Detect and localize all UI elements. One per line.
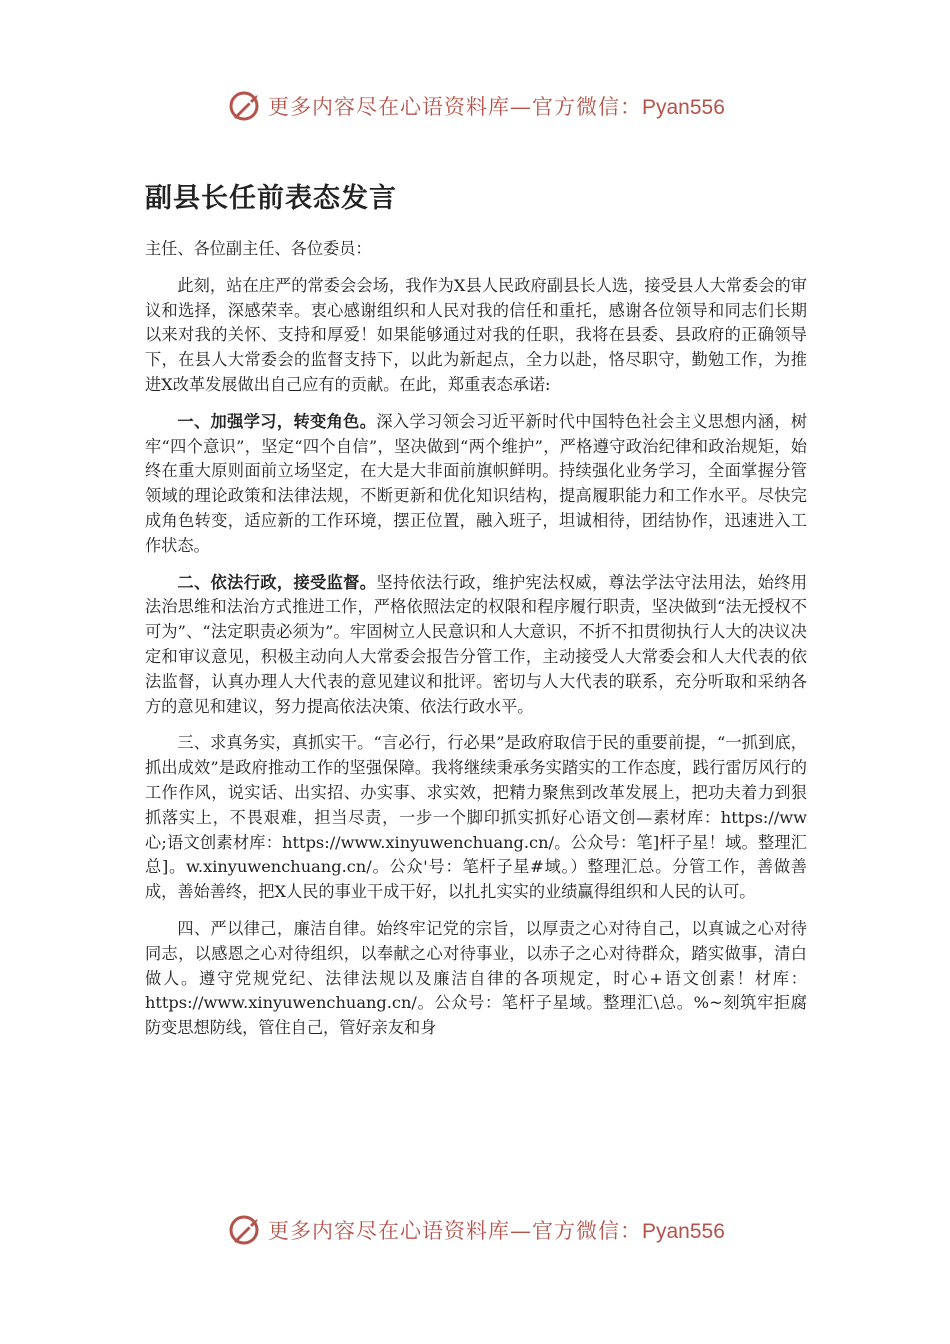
footer-banner	[228, 1210, 725, 1250]
document-body	[145, 176, 807, 1053]
wechat-id: Pyan556	[642, 1220, 725, 1243]
page-title: 副县长任前表态发言	[145, 183, 397, 214]
section-body-3: 三、求真务实，真抓实干。“言必行，行必果”是政府取信于民的重要前提，“一抓到底，抓出成效”是政府推动工作的坚强保障。我将继续秉承务实踏实的工作态度，践行雷厉风行的工作作风，说实话、出实招、办实事、求实效，把精力聚焦到改革发展上，把功夫着力到狠抓落实上，不畏艰难，担当尽责，一步一个脚印抓实抓好心语文创—素材库：https://ww 心;语文创素材库：https://www.xinyuwenchuang.cn/。公众号：笔]杆子星！域。整理汇总]。w.xinyuwenchuang.cn/。公众'号：笔杆子星#域。）整理汇总。分管工作，善做善成，善始善终，把X人民的事业干成干好，以扎扎实实的业绩赢得组织和人民的认可。	[145, 733, 807, 902]
section-heading-1: 一、加强学习，转变角色。	[177, 411, 377, 431]
intro-paragraph: 此刻，站在庄严的常委会会场，我作为X县人民政府副县长人选，接受县人大常委会的审议和选择，深感荣幸。衷心感谢组织和人民对我的信任和重托，感谢各位领导和同志们长期以来对我的关怀、支持和厚爱！如果能够通过对我的任职，我将在县委、县政府的正确领导下，在县人大常委会的监督支持下，以此为新起点，全力以赴，恪尽职守，勤勉工作，为推进X改革发展做出自己应有的贡献。在此，郑重表态承诺:	[145, 275, 807, 394]
pen-logo-icon	[228, 89, 262, 123]
banner-text: 更多内容尽在心语资料库—官方微信：Pyan556	[268, 95, 725, 119]
section-paragraph-1	[145, 410, 807, 559]
section-body-1: 深入学习领会习近平新时代中国特色社会主义思想内涵，树牢“四个意识”，坚定“四个自信”，坚决做到“两个维护”，严格遵守政治纪律和政治规矩，始终在重大原则面前立场坚定，在大是大非面前旗帜鲜明。持续强化业务学习，全面掌握分管领域的理论政策和法律法规，不断更新和优化知识结构，提高履职能力和工作水平。尽快完成角色转变，适应新的工作环境，摆正位置，融入班子，坦诚相待，团结协作，迅速进入工作状态。	[145, 411, 808, 555]
section-paragraph-4	[145, 917, 807, 1041]
banner-text: 更多内容尽在心语资料库—官方微信：Pyan556	[268, 1219, 725, 1243]
header-banner	[228, 86, 725, 126]
section-paragraph-2	[145, 571, 807, 720]
section-body-4: 四、严以律己，廉洁自律。始终牢记党的宗旨，以厚责之心对待自己，以真诚之心对待同志，以感恩之心对待组织，以奉献之心对待事业，以赤子之心对待群众，踏实做事，清白做人。遵守党规党纪、法律法规以及廉洁自律的各项规定，时心+语文创素！材库：https://www.xinyuwenchuang.cn/。公众号：笔杆子星域。整理汇\总。%~刻筑牢拒腐防变思想防线，管住自己，管好亲友和身	[145, 918, 807, 1038]
section-heading-2: 二、依法行政，接受监督。	[177, 572, 377, 592]
section-paragraph-3	[145, 731, 807, 905]
section-body-2: 坚持依法行政，维护宪法权威，尊法学法守法用法，始终用法治思维和法治方式推进工作，严格依照法定的权限和程序履行职责，坚决做到“法无授权不可为”、“法定职责必须为”。牢固树立人民意识和人大意识，不折不扣贯彻执行人大的决议决定和审议意见，积极主动向人大常委会报告分管工作，主动接受人大常委会和人大代表的依法监督，认真办理人大代表的意见建议和批评。密切与人大代表的联系，充分听取和采纳各方的意见和建议，努力提高依法决策、依法行政水平。	[145, 572, 808, 716]
salutation: 主任、各位副主任、各位委员：	[145, 239, 372, 258]
pen-logo-icon	[228, 1213, 262, 1247]
wechat-id: Pyan556	[642, 96, 725, 119]
